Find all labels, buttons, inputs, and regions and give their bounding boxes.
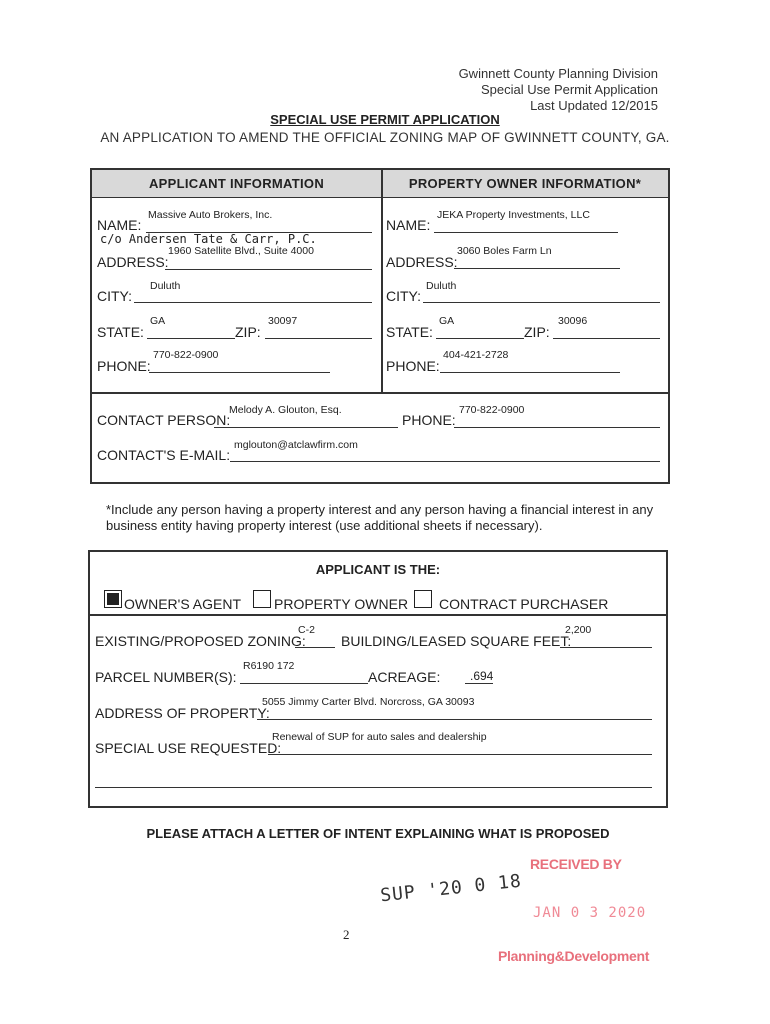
owner-phone-field[interactable] [440, 372, 620, 373]
contract-purchaser-checkbox[interactable] [414, 590, 432, 608]
received-by-stamp: RECEIVED BY [530, 856, 622, 872]
owner-zip-field[interactable] [553, 338, 660, 339]
applicant-address-field[interactable] [165, 269, 372, 270]
applicant-state-field[interactable] [147, 338, 235, 339]
contact-section [90, 392, 670, 484]
column-divider [381, 170, 383, 392]
header-form-name: Special Use Permit Application [480, 82, 658, 97]
department-stamp: Planning&Development [498, 948, 650, 964]
contact-phone-label: PHONE: [402, 412, 456, 428]
owner-city-field[interactable] [423, 302, 660, 303]
applicant-type-divider [88, 614, 668, 616]
contact-email-field[interactable] [230, 461, 660, 462]
contract-purchaser-label: CONTRACT PURCHASER [439, 596, 609, 612]
square-feet-field[interactable] [560, 647, 652, 648]
applicant-state-value: GA [150, 315, 166, 327]
owner-state-value: GA [439, 315, 455, 327]
applicant-phone-field[interactable] [149, 372, 330, 373]
acreage-label: ACREAGE: [368, 669, 441, 685]
zoning-label: EXISTING/PROPOSED ZONING: [95, 633, 306, 649]
special-use-label: SPECIAL USE REQUESTED: [95, 740, 282, 756]
applicant-zip-label: ZIP: [235, 324, 261, 340]
owner-address-label: ADDRESS: [386, 254, 458, 270]
owner-info-heading: PROPERTY OWNER INFORMATION* [382, 170, 668, 198]
special-use-extra-line[interactable] [95, 787, 652, 788]
special-use-field[interactable] [268, 754, 652, 755]
contact-email-value: mglouton@atclawfirm.com [234, 439, 358, 451]
attach-letter-notice: PLEASE ATTACH A LETTER OF INTENT EXPLAINING WHAT IS PROPOSED [146, 826, 610, 841]
applicant-address-label: ADDRESS: [97, 254, 169, 270]
owner-zip-label: ZIP: [524, 324, 550, 340]
contact-phone-value: 770-822-0900 [459, 404, 525, 416]
applicant-phone-value: 770-822-0900 [153, 349, 219, 361]
property-address-label: ADDRESS OF PROPERTY: [95, 705, 270, 721]
applicant-name-value: Massive Auto Brokers, Inc. [148, 209, 273, 221]
property-address-field[interactable] [257, 719, 652, 720]
contact-person-label: CONTACT PERSON: [97, 412, 231, 428]
applicant-name-label: NAME: [97, 217, 142, 233]
square-feet-value: 2,200 [565, 624, 592, 636]
header-division: Gwinnett County Planning Division [458, 66, 658, 81]
parcel-number-field[interactable] [240, 683, 368, 684]
contact-phone-field[interactable] [454, 427, 660, 428]
page-title: SPECIAL USE PERMIT APPLICATION [270, 112, 500, 127]
applicant-type-heading: APPLICANT IS THE: [315, 562, 441, 577]
owner-name-value: JEKA Property Investments, LLC [437, 209, 590, 221]
owner-name-label: NAME: [386, 217, 431, 233]
property-owner-checkbox[interactable] [253, 590, 271, 608]
owner-phone-value: 404-421-2728 [443, 349, 509, 361]
applicant-phone-label: PHONE: [97, 358, 151, 374]
owner-name-field[interactable] [434, 232, 618, 233]
owner-city-label: CITY: [386, 288, 422, 304]
owners-agent-label: OWNER'S AGENT [124, 596, 242, 612]
applicant-address-value: 1960 Satellite Blvd., Suite 4000 [168, 245, 314, 257]
owner-state-field[interactable] [436, 338, 524, 339]
owner-address-field[interactable] [454, 268, 620, 269]
page-subtitle: AN APPLICATION TO AMEND THE OFFICIAL ZONING MAP OF GWINNETT COUNTY, GA. [100, 130, 670, 145]
applicant-zip-field[interactable] [265, 338, 372, 339]
zoning-field[interactable] [295, 647, 335, 648]
owners-agent-checkbox[interactable] [104, 590, 122, 608]
received-date-stamp: JAN 0 3 2020 [533, 905, 647, 921]
contact-person-value: Melody A. Glouton, Esq. [229, 404, 342, 416]
applicant-state-label: STATE: [97, 324, 144, 340]
contact-email-label: CONTACT'S E-MAIL: [97, 447, 231, 463]
owner-city-value: Duluth [426, 280, 457, 292]
header-last-updated: Last Updated 12/2015 [530, 98, 658, 113]
acreage-field[interactable] [465, 683, 493, 684]
zoning-value: C-2 [298, 624, 315, 636]
property-owner-label: PROPERTY OWNER [274, 596, 409, 612]
property-address-value: 5055 Jimmy Carter Blvd. Norcross, GA 30093 [262, 696, 475, 708]
contact-person-field[interactable] [214, 427, 398, 428]
owner-zip-value: 30096 [558, 315, 588, 327]
parcel-number-value: R6190 172 [243, 660, 295, 672]
property-interest-note: *Include any person having a property interest and any person having a financial interest in any business entity having property interest (use additional sheets if necessary). [106, 502, 654, 533]
acreage-value: .694 [470, 669, 494, 683]
page-number: 2 [343, 927, 350, 942]
square-feet-label: BUILDING/LEASED SQUARE FEET: [341, 633, 572, 649]
applicant-zip-value: 30097 [268, 315, 298, 327]
owner-phone-label: PHONE: [386, 358, 440, 374]
special-use-value: Renewal of SUP for auto sales and dealership [272, 731, 487, 743]
owner-address-value: 3060 Boles Farm Ln [457, 245, 552, 257]
case-number-stamp: SUP '20 0 18 [379, 870, 523, 907]
applicant-city-value: Duluth [150, 280, 181, 292]
applicant-care-of: c/o Andersen Tate & Carr, P.C. [100, 232, 317, 246]
applicant-city-field[interactable] [134, 302, 372, 303]
parcel-number-label: PARCEL NUMBER(S): [95, 669, 237, 685]
owner-state-label: STATE: [386, 324, 433, 340]
applicant-city-label: CITY: [97, 288, 133, 304]
applicant-info-heading: APPLICANT INFORMATION [92, 170, 382, 198]
